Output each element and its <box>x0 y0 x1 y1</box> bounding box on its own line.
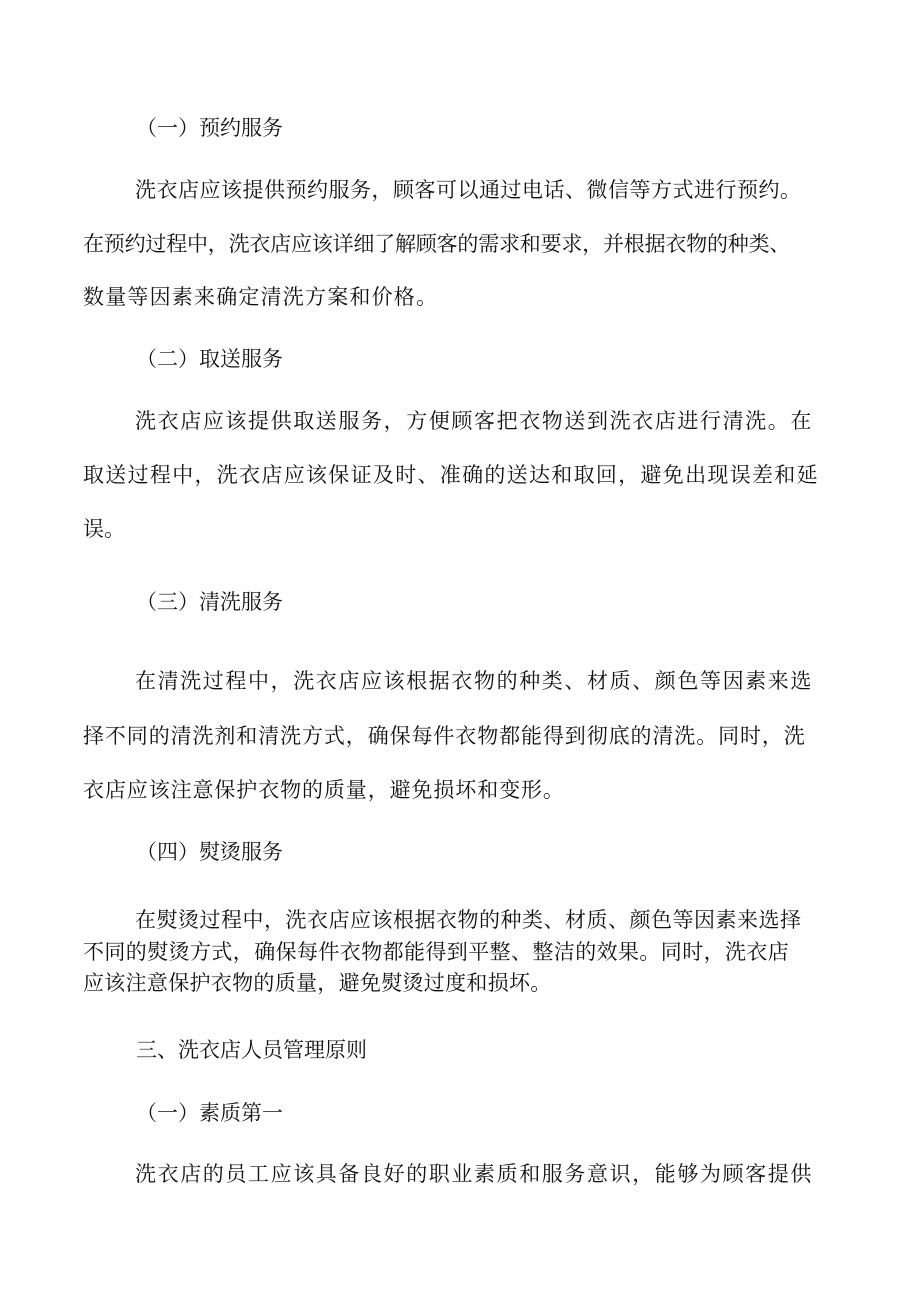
section-heading-cleaning: （三）清洗服务 <box>136 590 283 614</box>
paragraph-line: 数量等因素来确定清洗方案和价格。 <box>83 285 439 309</box>
paragraph-line: 择不同的清洗剂和清洗方式，确保每件衣物都能得到彻底的清洗。同时，洗 <box>83 724 806 748</box>
section-heading-quality: （一）素质第一 <box>136 1101 283 1125</box>
paragraph-line: 在清洗过程中，洗衣店应该根据衣物的种类、材质、颜色等因素来选 <box>135 669 813 693</box>
paragraph-line: 应该注意保护衣物的质量，避免熨烫过度和损坏。 <box>83 971 552 995</box>
paragraph-line: 在预约过程中，洗衣店应该详细了解顾客的需求和要求，并根据衣物的种类、 <box>83 232 791 256</box>
paragraph-line: 误。 <box>83 517 125 541</box>
paragraph-line: 在熨烫过程中，洗衣店应该根据衣物的种类、材质、颜色等因素来选择 <box>135 908 802 932</box>
section-heading-personnel: 三、洗衣店人员管理原则 <box>136 1038 367 1062</box>
section-heading-ironing: （四）熨烫服务 <box>136 840 283 864</box>
paragraph-line: 取送过程中，洗衣店应该保证及时、准确的送达和取回，避免出现误差和延 <box>83 463 819 487</box>
section-heading-reservation: （一）预约服务 <box>136 116 283 140</box>
paragraph-line: 洗衣店应该提供取送服务，方便顾客把衣物送到洗衣店进行清洗。在 <box>135 409 813 433</box>
paragraph-line: 洗衣店应该提供预约服务，顾客可以通过电话、微信等方式进行预约。 <box>135 178 802 202</box>
section-heading-pickup: （二）取送服务 <box>136 347 283 371</box>
paragraph-line: 不同的熨烫方式，确保每件衣物都能得到平整、整洁的效果。同时，洗衣店 <box>83 940 790 964</box>
paragraph-line: 洗衣店的员工应该具备良好的职业素质和服务意识，能够为顾客提供 <box>135 1162 813 1186</box>
paragraph-line: 衣店应该注意保护衣物的质量，避免损坏和变形。 <box>83 778 565 802</box>
